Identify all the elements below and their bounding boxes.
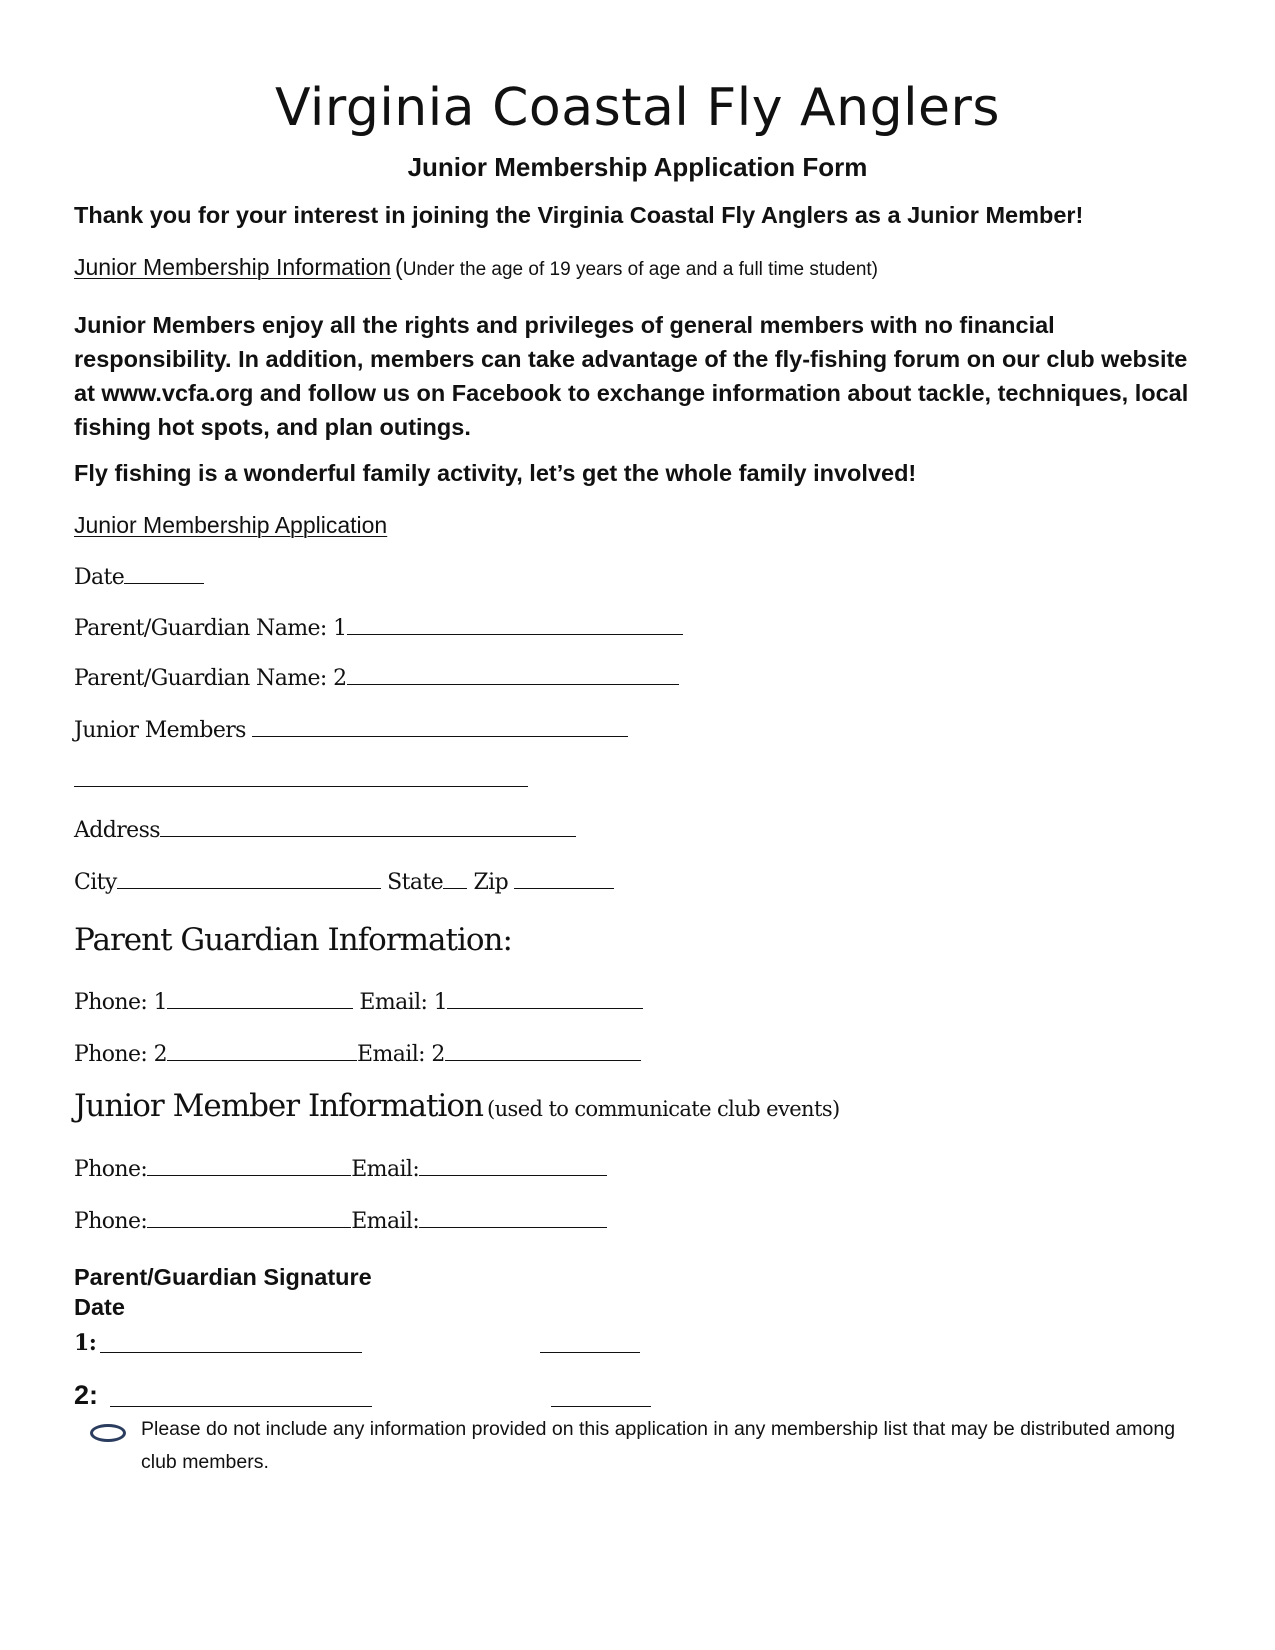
- state-label: State: [387, 870, 444, 895]
- signature-1-date-blank[interactable]: [540, 1352, 640, 1353]
- signature-label: Parent/Guardian Signature: [74, 1264, 372, 1290]
- junior-email1-blank[interactable]: [419, 1155, 607, 1176]
- benefits-paragraph: Junior Members enjoy all the rights and privileges of general members with no financial responsibility. In addition, members can take advantage of the fly-fishing forum on our club website at www.vcfa.org and follow us on Facebook to exchange information about tackle, techniques, local fishing hot spots, and plan outings.: [74, 312, 1189, 440]
- junior-email2-blank[interactable]: [419, 1207, 607, 1228]
- phone2-blank[interactable]: [167, 1040, 357, 1061]
- parent2-label: Parent/Guardian Name: 2: [74, 666, 347, 691]
- signature-row-2-label: 2:: [74, 1380, 99, 1410]
- city-blank[interactable]: [117, 868, 381, 889]
- junior-phone1-blank[interactable]: [147, 1155, 351, 1176]
- signature-date-label: Date: [74, 1294, 125, 1320]
- address-field: [74, 816, 576, 843]
- junior-info-heading: Junior Member Information: [74, 1088, 483, 1124]
- date-field: [74, 563, 204, 590]
- junior-info-note: (used to communicate club events): [487, 1097, 840, 1121]
- address-label: Address: [74, 818, 160, 843]
- state-blank[interactable]: [443, 868, 467, 889]
- form-subtitle: Junior Membership Application Form: [407, 152, 868, 182]
- parent1-blank[interactable]: [347, 614, 683, 635]
- phone1-label: Phone: 1: [74, 990, 168, 1015]
- privacy-opt-out-checkbox[interactable]: [90, 1424, 126, 1442]
- date-blank[interactable]: [124, 563, 204, 584]
- phone1-blank[interactable]: [167, 988, 353, 1009]
- parent1-field: [74, 614, 683, 641]
- signature-2-date-blank[interactable]: [551, 1406, 651, 1407]
- signature-2-blank[interactable]: [110, 1406, 372, 1407]
- family-text: Fly fishing is a wonderful family activity, let’s get the whole family involved!: [74, 460, 917, 486]
- parent-contact-row-1: [74, 988, 643, 1015]
- zip-blank[interactable]: [514, 868, 614, 889]
- junior-members-blank[interactable]: [252, 716, 628, 737]
- phone2-label: Phone: 2: [74, 1042, 168, 1067]
- city-state-zip-field: [74, 868, 614, 895]
- junior-contact-row-2: [74, 1207, 607, 1234]
- email2-blank[interactable]: [445, 1040, 641, 1061]
- junior-phone1-label: Phone:: [74, 1157, 148, 1182]
- junior-info-heading-row: [74, 1088, 840, 1124]
- email1-blank[interactable]: [447, 988, 643, 1009]
- signature-row-1-label: 1:: [74, 1330, 97, 1356]
- junior-email2-label: Email:: [351, 1209, 420, 1234]
- parent2-field: [74, 664, 679, 691]
- page-title: Virginia Coastal Fly Anglers: [274, 78, 1000, 138]
- junior-contact-row-1: [74, 1155, 607, 1182]
- info-age-note: Under the age of 19 years of age and a full time student): [402, 259, 878, 280]
- info-heading-row: [74, 254, 878, 281]
- email1-label: Email: 1: [359, 990, 448, 1015]
- parent1-label: Parent/Guardian Name: 1: [74, 616, 347, 641]
- application-heading: Junior Membership Application: [74, 512, 388, 538]
- junior-phone2-label: Phone:: [74, 1209, 148, 1234]
- thank-you-text: Thank you for your interest in joining the Virginia Coastal Fly Anglers as a Junior Member!: [74, 202, 1084, 228]
- signature-1-blank[interactable]: [100, 1352, 362, 1353]
- email2-label: Email: 2: [357, 1042, 445, 1067]
- junior-members-blank-2[interactable]: [74, 786, 528, 787]
- info-heading: Junior Membership Information: [74, 254, 392, 280]
- city-label: City: [74, 870, 117, 895]
- junior-phone2-blank[interactable]: [147, 1207, 351, 1228]
- address-blank[interactable]: [160, 816, 576, 837]
- junior-members-field: [74, 716, 628, 743]
- parent2-blank[interactable]: [347, 664, 679, 685]
- zip-label: Zip: [473, 870, 509, 895]
- junior-members-label: Junior Members: [74, 718, 246, 743]
- parent-info-heading: Parent Guardian Information:: [74, 922, 512, 958]
- parent-contact-row-2: [74, 1040, 641, 1067]
- privacy-note: Please do not include any information provided on this application in any membership list that may be distributed among club members.: [141, 1418, 1176, 1473]
- info-paren: (: [395, 254, 403, 280]
- junior-email1-label: Email:: [351, 1157, 420, 1182]
- date-label: Date: [74, 565, 125, 590]
